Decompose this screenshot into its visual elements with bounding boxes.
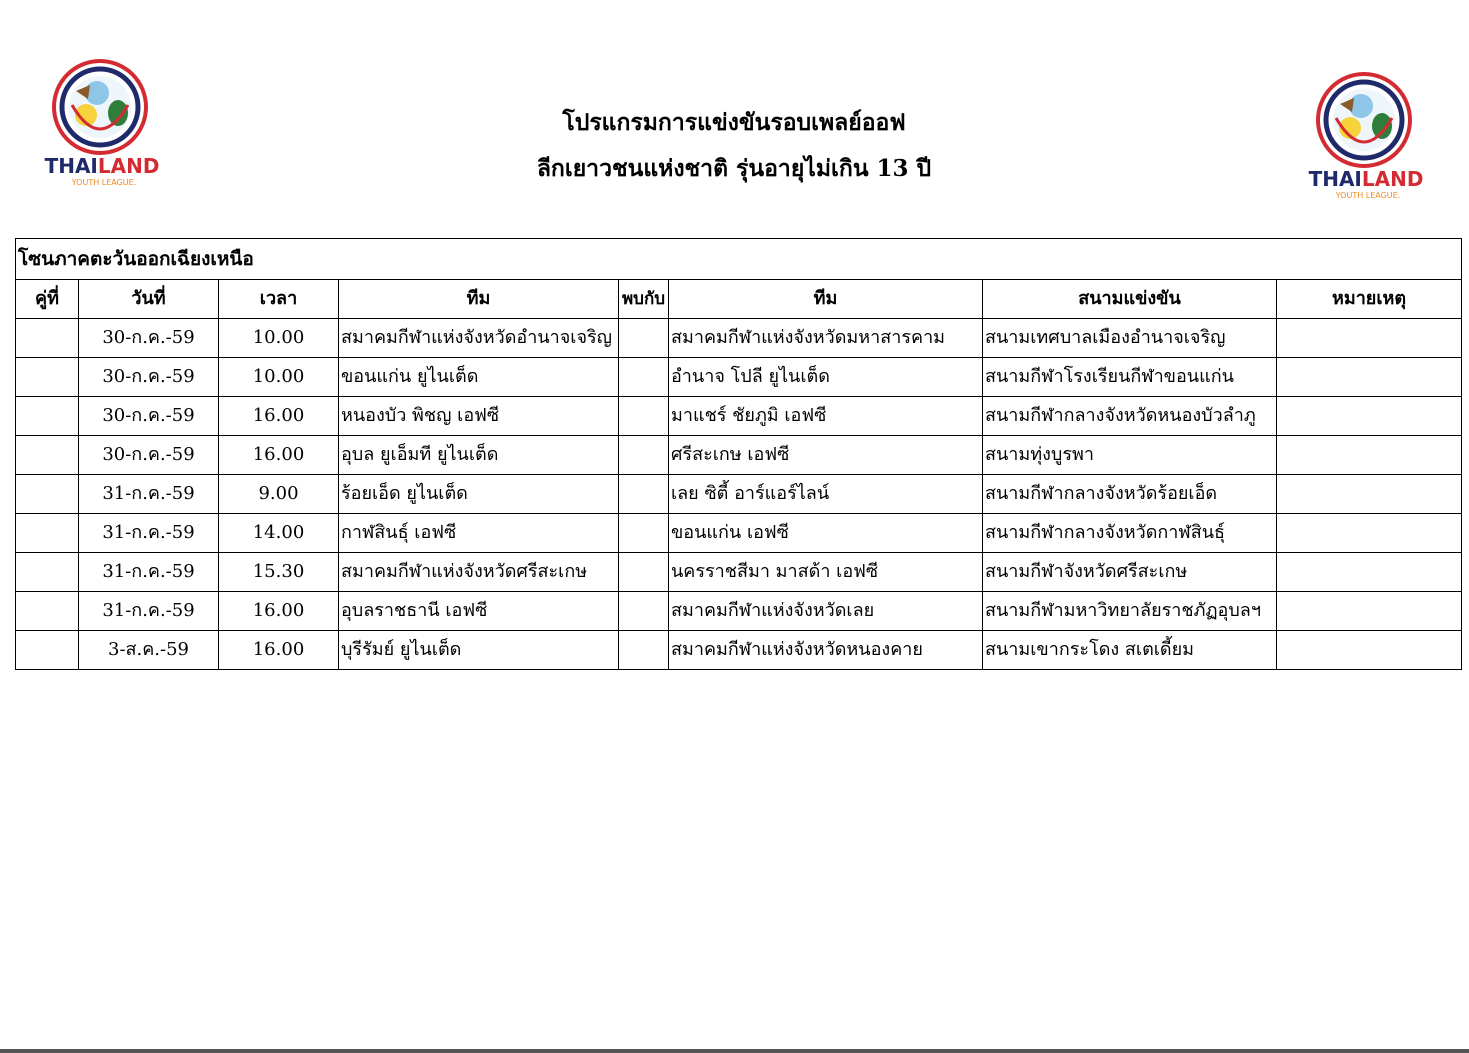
cell-vs — [619, 514, 669, 553]
svg-text:THAILAND: THAILAND — [44, 154, 160, 178]
cell-team-home: สมาคมกีฬาแห่งจังหวัดอำนาจเจริญ — [339, 319, 619, 358]
cell-time: 15.30 — [219, 553, 339, 592]
header-row — [16, 280, 1462, 319]
cell-team-home: บุรีรัมย์ ยูไนเต็ด — [339, 631, 619, 670]
title-line-2: ลีกเยาวชนแห่งชาติ รุ่นอายุไม่เกิน 13 ปี — [536, 155, 932, 182]
cell-team-home: ร้อยเอ็ด ยูไนเต็ด — [339, 475, 619, 514]
cell-match-no — [16, 592, 79, 631]
league-logo-right — [1306, 68, 1426, 208]
schedule-table — [15, 238, 1462, 670]
cell-match-no — [16, 553, 79, 592]
cell-remarks — [1277, 397, 1462, 436]
cell-match-no — [16, 475, 79, 514]
table-row — [16, 592, 1462, 631]
cell-date: 31-ก.ค.-59 — [79, 475, 219, 514]
cell-vs — [619, 631, 669, 670]
cell-date: 30-ก.ค.-59 — [79, 436, 219, 475]
cell-remarks — [1277, 514, 1462, 553]
cell-date: 31-ก.ค.-59 — [79, 553, 219, 592]
cell-venue: สนามเขากระโดง สเตเดี้ยม — [983, 631, 1277, 670]
cell-venue: สนามกีฬากลางจังหวัดร้อยเอ็ด — [983, 475, 1277, 514]
cell-date: 31-ก.ค.-59 — [79, 514, 219, 553]
header-team-away: ทีม — [669, 280, 983, 319]
cell-match-no — [16, 358, 79, 397]
league-emblem-icon — [42, 55, 162, 195]
table-row — [16, 553, 1462, 592]
cell-team-away: สมาคมกีฬาแห่งจังหวัดเลย — [669, 592, 983, 631]
cell-time: 16.00 — [219, 397, 339, 436]
cell-team-home: สมาคมกีฬาแห่งจังหวัดศรีสะเกษ — [339, 553, 619, 592]
table-row — [16, 319, 1462, 358]
cell-team-home: อุบล ยูเอ็มที ยูไนเต็ด — [339, 436, 619, 475]
cell-remarks — [1277, 631, 1462, 670]
cell-vs — [619, 553, 669, 592]
header-vs: พบกับ — [619, 280, 669, 319]
cell-venue: สนามกีฬามหาวิทยาลัยราชภัฏอุบลฯ — [983, 592, 1277, 631]
cell-team-home: กาฬสินธุ์ เอฟซี — [339, 514, 619, 553]
cell-vs — [619, 397, 669, 436]
header-venue: สนามแข่งขัน — [983, 280, 1277, 319]
cell-venue: สนามทุ่งบูรพา — [983, 436, 1277, 475]
cell-venue: สนามกีฬากลางจังหวัดกาฬสินธุ์ — [983, 514, 1277, 553]
header-match-no: คู่ที่ — [16, 280, 79, 319]
cell-remarks — [1277, 592, 1462, 631]
cell-vs — [619, 319, 669, 358]
cell-time: 10.00 — [219, 358, 339, 397]
svg-text:YOUTH LEAGUE.: YOUTH LEAGUE. — [1335, 191, 1401, 200]
cell-vs — [619, 436, 669, 475]
cell-remarks — [1277, 358, 1462, 397]
cell-venue: สนามกีฬาจังหวัดศรีสะเกษ — [983, 553, 1277, 592]
cell-date: 30-ก.ค.-59 — [79, 397, 219, 436]
cell-remarks — [1277, 475, 1462, 514]
svg-text:YOUTH LEAGUE.: YOUTH LEAGUE. — [71, 178, 137, 187]
cell-time: 16.00 — [219, 436, 339, 475]
cell-team-away: สมาคมกีฬาแห่งจังหวัดหนองคาย — [669, 631, 983, 670]
cell-team-home: ขอนแก่น ยูไนเต็ด — [339, 358, 619, 397]
cell-remarks — [1277, 553, 1462, 592]
zone-label: โซนภาคตะวันออกเฉียงเหนือ — [16, 239, 1462, 280]
cell-team-away: เลย ซิตี้ อาร์แอร์ไลน์ — [669, 475, 983, 514]
page-bottom-edge — [0, 1049, 1469, 1053]
cell-vs — [619, 358, 669, 397]
cell-team-away: มาแชร์ ชัยภูมิ เอฟซี — [669, 397, 983, 436]
cell-team-home: อุบลราชธานี เอฟซี — [339, 592, 619, 631]
cell-venue: สนามเทศบาลเมืองอำนาจเจริญ — [983, 319, 1277, 358]
cell-vs — [619, 592, 669, 631]
table-row — [16, 397, 1462, 436]
header-time: เวลา — [219, 280, 339, 319]
cell-match-no — [16, 319, 79, 358]
zone-row — [16, 239, 1462, 280]
cell-remarks — [1277, 319, 1462, 358]
league-emblem-icon — [1306, 68, 1426, 208]
cell-team-home: หนองบัว พิชญ เอฟซี — [339, 397, 619, 436]
cell-time: 16.00 — [219, 631, 339, 670]
cell-team-away: ขอนแก่น เอฟซี — [669, 514, 983, 553]
cell-time: 10.00 — [219, 319, 339, 358]
table-row — [16, 514, 1462, 553]
cell-match-no — [16, 631, 79, 670]
cell-date: 30-ก.ค.-59 — [79, 319, 219, 358]
table-row — [16, 436, 1462, 475]
cell-match-no — [16, 514, 79, 553]
cell-time: 9.00 — [219, 475, 339, 514]
cell-date: 30-ก.ค.-59 — [79, 358, 219, 397]
header-date: วันที่ — [79, 280, 219, 319]
cell-team-away: สมาคมกีฬาแห่งจังหวัดมหาสารคาม — [669, 319, 983, 358]
table-row — [16, 358, 1462, 397]
document-title — [434, 100, 1034, 192]
cell-date: 3-ส.ค.-59 — [79, 631, 219, 670]
cell-vs — [619, 475, 669, 514]
header-remarks: หมายเหตุ — [1277, 280, 1462, 319]
cell-time: 14.00 — [219, 514, 339, 553]
cell-team-away: อำนาจ โปลี ยูไนเต็ด — [669, 358, 983, 397]
league-logo-left — [42, 55, 162, 195]
cell-venue: สนามกีฬาโรงเรียนกีฬาขอนแก่น — [983, 358, 1277, 397]
svg-text:THAILAND: THAILAND — [1308, 167, 1424, 191]
cell-remarks — [1277, 436, 1462, 475]
cell-match-no — [16, 436, 79, 475]
cell-time: 16.00 — [219, 592, 339, 631]
cell-team-away: นครราชสีมา มาสด้า เอฟซี — [669, 553, 983, 592]
table-row — [16, 631, 1462, 670]
cell-venue: สนามกีฬากลางจังหวัดหนองบัวลำภู — [983, 397, 1277, 436]
table-row — [16, 475, 1462, 514]
cell-match-no — [16, 397, 79, 436]
cell-date: 31-ก.ค.-59 — [79, 592, 219, 631]
title-line-1: โปรแกรมการแข่งขันรอบเพลย์ออฟ — [562, 109, 906, 136]
cell-team-away: ศรีสะเกษ เอฟซี — [669, 436, 983, 475]
header-team-home: ทีม — [339, 280, 619, 319]
